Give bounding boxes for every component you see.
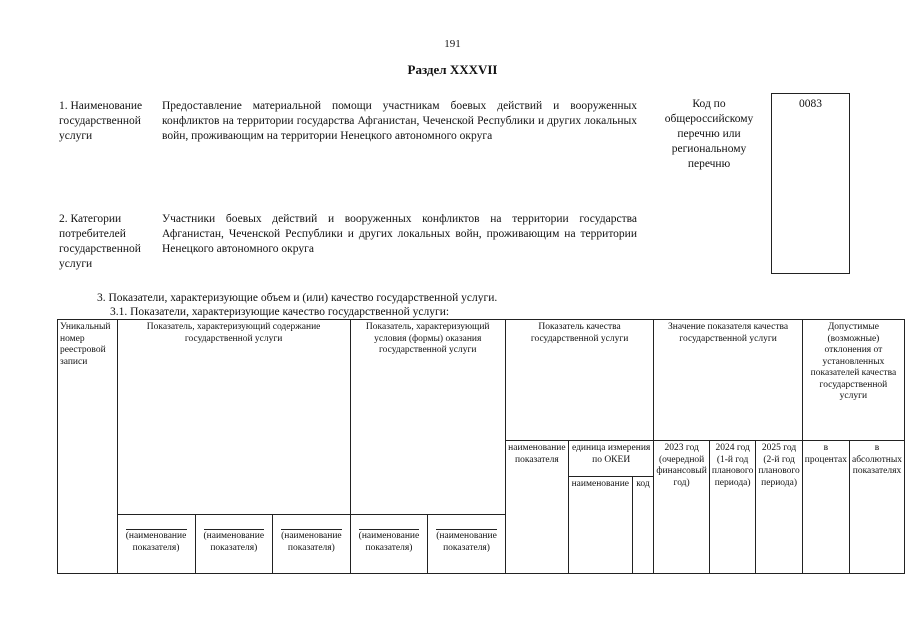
service-name-value: Предоставление материальной помощи участникам боевых действий и вооруженных конфликтов на территории государства Афганистан, Чеченской Республики и других локальных войн, проживающим на территории Ненецкого автономного округа <box>162 100 637 142</box>
consumer-categories-label: 2. Категории потребителей государственной услуги <box>59 213 141 270</box>
year-2025-header: 2025 год (2-й год планового периода) <box>756 441 802 574</box>
indicators-heading: 3. Показатели, характеризующие объем и (или) качество государственной услуги. <box>97 292 498 304</box>
absolute-header: в абсолютных показателях <box>850 441 905 574</box>
sub-indicator-2: (наименование показателя) <box>203 531 265 553</box>
indicator-name-header: наименование показателя <box>505 441 568 574</box>
code-value: 0083 <box>771 93 850 274</box>
page-number: 191 <box>444 38 461 50</box>
sub-indicator-1: (наименование показателя) <box>125 531 187 553</box>
section-title: Раздел XXXVII <box>407 62 498 77</box>
sub-indicator-5: (наименование показателя) <box>436 531 497 553</box>
quality-value-header: Значение показателя качества государственной услуги <box>654 320 802 441</box>
quality-indicators-table <box>57 319 905 574</box>
indicators-subheading: 3.1. Показатели, характеризующие качество государственной услуги: <box>110 306 450 318</box>
okei-name-header: наименование <box>568 477 632 574</box>
year-2024-header: 2024 год (1-й год планового периода) <box>709 441 755 574</box>
okei-unit-header: единица измерения по ОКЕИ <box>568 441 653 477</box>
content-indicator-header: Показатель, характеризующий содержание государственной услуги <box>117 320 350 515</box>
quality-indicator-header: Показатель качества государственной услуги <box>505 320 654 441</box>
conditions-indicator-header: Показатель, характеризующий условия (формы) оказания государственной услуги <box>350 320 505 515</box>
percent-header: в процентах <box>802 441 849 574</box>
code-label: Код по общероссийскому перечню или региональному перечню <box>664 98 754 170</box>
registry-number-header: Уникальный номер реестровой записи <box>58 320 118 574</box>
consumer-categories-value: Участники боевых действий и вооруженных конфликтов на территории государства Афганистан, Чеченской Республики и других локальных войн, проживающим на территории Ненецкого автономного округа <box>162 213 637 255</box>
allowed-deviation-header: Допустимые (возможные) отклонения от установленных показателей качества государственной услуги <box>802 320 904 441</box>
year-2023-header: 2023 год (очередной финансовый год) <box>654 441 710 574</box>
service-name-label: 1. Наименование государственной услуги <box>59 100 143 142</box>
sub-indicator-4: (наименование показателя) <box>358 531 420 553</box>
sub-indicator-3: (наименование показателя) <box>281 531 342 553</box>
okei-code-header: код <box>632 477 654 574</box>
